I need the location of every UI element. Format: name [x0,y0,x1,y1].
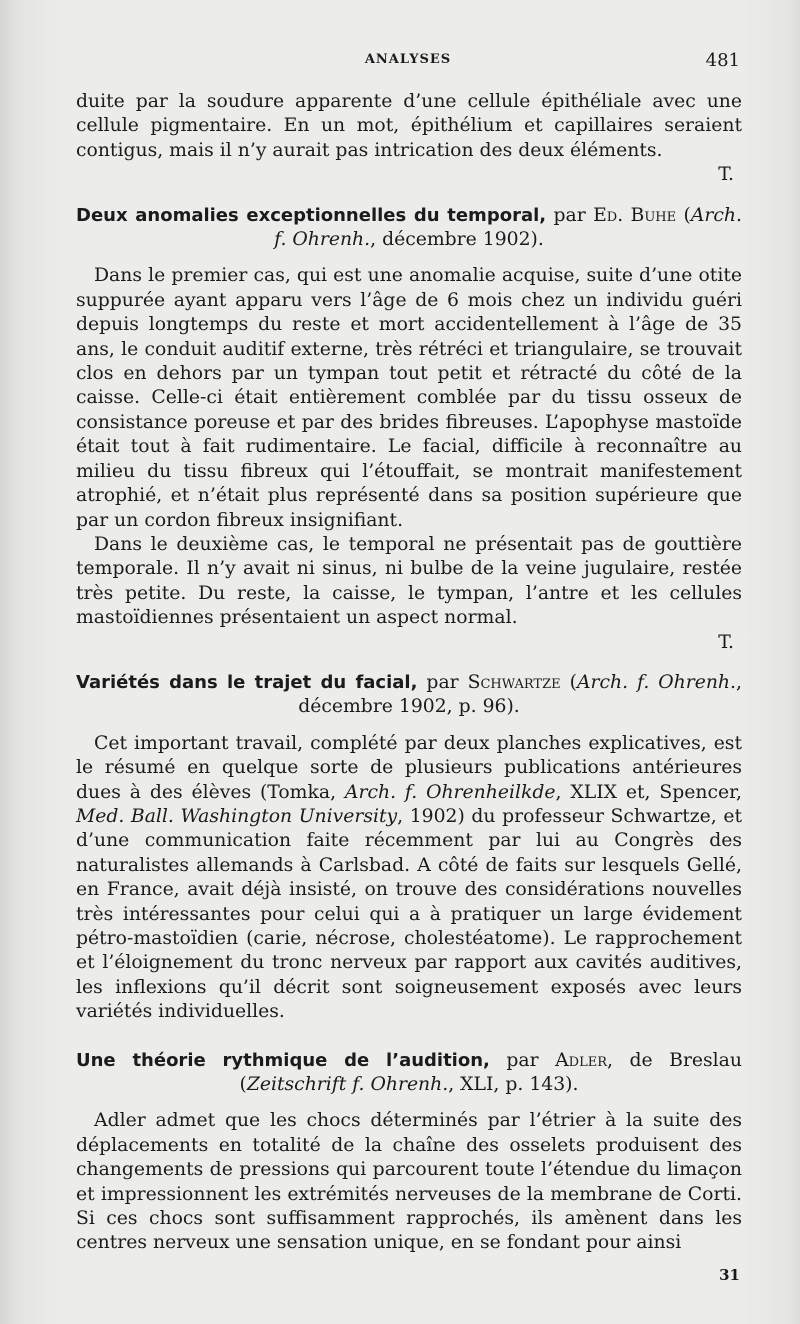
article2-journal-2: Med. Ball. Washington University [76,805,398,827]
article3-paragraph: Adler admet que les chocs déterminés par l’étrier à la suite des déplacements en totalité de la chaîne des osselets produisent des changements de pressions qui parcourent toute l’étendue du limaçon et impressionnent les extrémités nerveuses de la membrane de Corti. Si ces chocs sont suffisamment rapprochés, ils amènent dans les centres nerveux une sensation unique, en se fondant pour ainsi [76,1110,742,1254]
article2-source-close: , décembre 1902, p. 96). [298,671,742,718]
article2-journal-1: Arch. f. Ohrenheilkde [344,781,556,803]
article1-author: Ed. Buhe [593,204,677,226]
signature-mark: 31 [719,1266,740,1284]
article2-source-open: ( [569,671,577,693]
article2-title: Variétés dans le trajet du facial, [76,671,418,693]
article1-paragraph-2: Dans le deuxième cas, le temporal ne présentait pas de gouttière temporale. Il n’y avait ni sinus, ni bulbe de la veine jugulaire, restée très petite. Du reste, la caisse, le tympan, l’antre et les cellules mastoïdiennes présentaient un aspect normal. [76,533,742,629]
article3-location: , de Breslau [607,1049,742,1071]
article3-heading [76,1049,742,1098]
article1-signature: T. [718,631,734,653]
article3-source-open: ( [239,1074,247,1096]
running-head [76,52,740,74]
article2-source-journal: Arch. f. Ohrenh. [576,671,737,693]
article1-source-journal: Arch. f. Ohrenh. [274,204,742,251]
article1-by: par [553,204,586,226]
article3-title: Une théorie rythmique de l’audition, [76,1049,490,1071]
article2-by: par [426,671,459,693]
article2-heading [76,671,742,720]
article1-heading [76,204,742,253]
article2-text-1: Cet important travail, complété par deux planches explicatives, est le résumé en quelque sorte de plusieurs publications antérieures dues à des élèves (Tomka, [76,732,742,803]
article1-paragraph-1: Dans le premier cas, qui est une anomalie acquise, suite d’une otite suppurée ayant apparu vers l’âge de 6 mois chez un individu guéri depuis longtemps du reste et mort accidentellement à l’âge de 35 ans, le conduit auditif externe, très rétréci et triangulaire, se trouvait clos en dehors par un tympan tout petit et rétracté du côté de la caisse. Celle-ci était entièrement comblée par du tissu osseux de consistance poreuse et par des brides fibreuses. L’apophyse mastoïde était tout à fait rudimentaire. Le facial, difficile à reconnaître au milieu du tissu fibreux qui l’étouffait, se montrait manifestement atrophié, et n’était plus représenté dans sa position supérieure que par un cordon fibreux insignifiant. [76,265,742,531]
running-title: ANALYSES [364,52,452,67]
page-number: 481 [705,50,740,71]
article1-source-open: ( [683,204,691,226]
page-content [76,90,742,1256]
intro-paragraph: duite par la soudure apparente d’une cellule épithéliale avec une cellule pigmentaire. En un mot, épithélium et capillaires seraient contigus, mais il n’y aurait pas intrication des deux éléments. [76,91,742,161]
intro-signature: T. [718,164,734,186]
article3-source-close: , XLI, p. 143). [448,1074,579,1096]
article1-title: Deux anomalies exceptionnelles du temporal, [76,204,547,226]
article2-paragraph [76,732,742,1025]
article2-text-2: , XLIX et, Spencer, [555,781,742,803]
article2-text-3: , 1902) du professeur Schwartze, et d’une communication faite récemment par lui au Congrès des naturalistes allemands à Carlsbad. A côté de faits sur lesquels Gellé, en France, avait déjà insisté, on trouve des considérations nouvelles très intéressantes pour celui qui a à pratiquer un large évidement pétro-mastoïdien (carie, nécrose, cholestéatome). Le rapprochement et l’éloignement du tronc nerveux par rapport aux cavités auditives, les inflexions qu’il décrit sont soigneusement exposés avec leurs variétés individuelles. [76,805,742,1023]
article3-source-journal: Zeitschrift f. Ohrenh. [246,1074,449,1096]
article1-source-close: , décembre 1902). [370,229,544,251]
article2-author: Schwartze [467,671,561,693]
article3-author: Adler [555,1049,608,1071]
article3-by: par [506,1049,539,1071]
